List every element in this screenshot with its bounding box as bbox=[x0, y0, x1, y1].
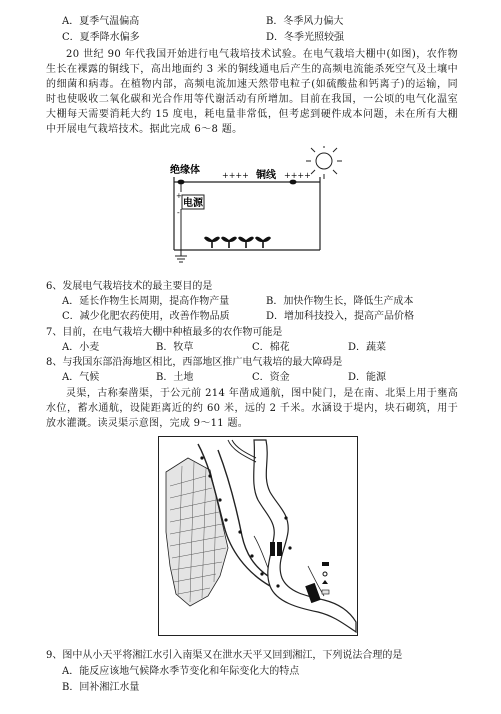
question-9-option-a: A．能反应该地气候降水季节变化和年际变化大的特点 bbox=[62, 666, 300, 677]
top-option-b: B．冬季风力偏大 bbox=[266, 16, 344, 27]
seedling-icon bbox=[205, 237, 219, 248]
ground-icon bbox=[175, 250, 187, 262]
passage-electric-cultivation: 20 世纪 90 年代我国开始进行电气栽培技术试验。在电气栽培大棚中(如图)，农作物生长在裸露的铜线下，高出地面约 3 米的铜线通电后产生的高频电流能杀死空气及土壤中的细菌和病毒。在植物内部，高频电流加速天然带电粒子(如硫酸盐和钙离子)的运输，同时也使吸收二氧化碳和光合作用等代谢活动有所增加。目前在我国，一公顷的电气化温室大棚每天需要消耗大约 15 度电，耗电量非常低，但考虑到硬件成本问题，未在所有大棚中开展电气栽培技术。据此完成 6～8 题。 bbox=[46, 49, 458, 135]
question-8-option-d: D．能源 bbox=[348, 372, 387, 383]
question-8-stem: 8、与我国东部沿海地区相比，西部地区推广电气栽培的最大障碍是 bbox=[46, 357, 343, 368]
power-label: 电源 bbox=[183, 198, 203, 209]
question-6-option-a: A．延长作物生长周期，提高作物产量 bbox=[62, 296, 230, 307]
question-7-option-b: B．牧草 bbox=[156, 342, 194, 353]
question-6-option-b: B．加快作物生长，降低生产成本 bbox=[266, 296, 414, 307]
insulator-right bbox=[290, 180, 297, 185]
question-8-option-c: C．资金 bbox=[252, 372, 290, 383]
insulator-label: 绝缘体 bbox=[170, 165, 200, 176]
question-6-option-c: C．减少化肥农药使用，改善作物品质 bbox=[62, 311, 230, 322]
sun-icon bbox=[306, 146, 342, 179]
question-7-options bbox=[62, 340, 462, 355]
seedling-icon bbox=[256, 237, 270, 248]
top-options-row-1 bbox=[62, 14, 482, 29]
wire-label: 铜线 bbox=[256, 170, 276, 181]
insulator-left bbox=[178, 180, 185, 185]
question-9-option-b: B．回补湘江水量 bbox=[62, 682, 140, 693]
top-option-d: D．冬季光照较强 bbox=[266, 32, 345, 43]
plus-marks-left: ++++ bbox=[222, 171, 249, 180]
greenhouse-diagram bbox=[160, 146, 350, 268]
question-6-option-d: D．增加科技投入，提高产品价格 bbox=[266, 311, 415, 322]
question-9-stem: 9、图中从小天平将湘江水引入南渠又在泄水天平又回到湘江，下列说法合理的是 bbox=[46, 650, 403, 661]
lingqu-canal-map bbox=[158, 436, 358, 636]
top-options-row-2 bbox=[62, 30, 482, 45]
top-option-a: A．夏季气温偏高 bbox=[62, 16, 140, 27]
question-7-option-d: D．蔬菜 bbox=[348, 342, 387, 353]
question-8-options bbox=[62, 370, 462, 385]
question-7-stem: 7、目前，在电气栽培大棚中种植最多的农作物可能是 bbox=[46, 327, 283, 338]
seedlings bbox=[205, 237, 270, 248]
greenhouse-frame bbox=[174, 177, 320, 250]
question-6-options-row-2 bbox=[62, 309, 482, 324]
power-minus: - bbox=[177, 208, 180, 217]
passage-lingqu-canal: 灵渠，古称秦凿渠，于公元前 214 年凿成通航，图中陡门，是在南、北渠上用于壅高水位，蓄水通航，设陡距离近的约 60 米，远的 2 千米。水涵设于堤内，块石砌筑，用于放水灌溉。读灵渠示意图，完成 9～11 题。 bbox=[46, 388, 458, 429]
power-plus: + bbox=[176, 192, 182, 200]
plus-marks-right: ++++ bbox=[284, 171, 311, 180]
seedling-icon bbox=[239, 237, 253, 248]
top-option-c: C．夏季降水偏多 bbox=[62, 32, 140, 43]
question-7-option-c: C．棉花 bbox=[252, 342, 290, 353]
question-6-stem: 6、发展电气栽培技术的最主要目的是 bbox=[46, 281, 213, 292]
question-8-option-b: B．土地 bbox=[156, 372, 194, 383]
question-7-option-a: A．小麦 bbox=[62, 342, 100, 353]
question-8-option-a: A．气候 bbox=[62, 372, 100, 383]
seedling-icon bbox=[222, 237, 236, 248]
question-6-options-row-1 bbox=[62, 294, 482, 309]
